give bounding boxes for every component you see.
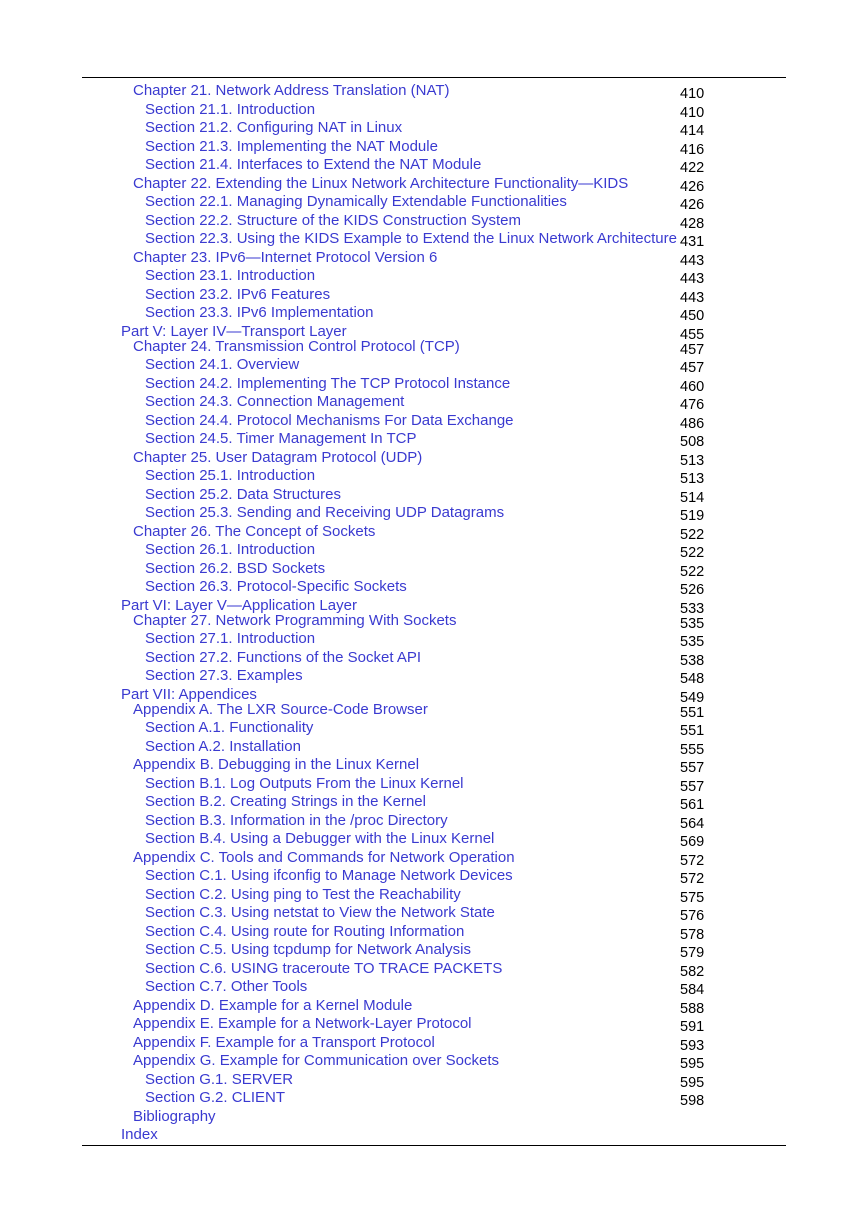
toc-row (0, 467, 868, 486)
toc-page-number: 576 (680, 908, 705, 924)
toc-page-number: 428 (680, 215, 705, 232)
toc-page-number: 569 (680, 834, 705, 850)
toc-row (0, 1015, 868, 1034)
toc-section-link[interactable]: Section B.4. Using a Debugger with the Linux Kernel (145, 830, 495, 847)
toc-row (0, 393, 868, 412)
toc-row (0, 304, 868, 323)
toc-page-number: 422 (680, 160, 705, 176)
toc-row (0, 356, 868, 375)
toc-part-link[interactable]: Part V: Layer IV—Transport Layer (121, 322, 347, 340)
toc-page-number: 588 (680, 1000, 705, 1017)
toc-page-number: 455 (680, 326, 705, 343)
toc-section-link[interactable]: Section 22.2. Structure of the KIDS Construction System (145, 211, 522, 229)
toc-row (0, 630, 868, 649)
toc-page-number: 593 (680, 1037, 705, 1054)
toc-page-number: 457 (680, 360, 705, 376)
toc-row (0, 230, 868, 249)
toc-page-number: 486 (680, 415, 705, 432)
toc-row (0, 138, 868, 157)
toc-page-number: 548 (680, 671, 705, 687)
toc-part-link[interactable]: Index (121, 1126, 158, 1143)
toc-chapter-link[interactable]: Appendix C. Tools and Commands for Network Operation (133, 848, 515, 866)
toc-page-number: 431 (680, 234, 705, 250)
toc-chapter-link[interactable]: Appendix G. Example for Communication over Sockets (133, 1052, 499, 1069)
toc-row (0, 886, 868, 905)
toc-section-link[interactable]: Section 24.3. Connection Management (145, 393, 405, 410)
toc-row (0, 649, 868, 668)
toc-section-link[interactable]: Section 26.3. Protocol-Specific Sockets (145, 578, 407, 595)
toc-section-link[interactable]: Section 26.2. BSD Sockets (145, 559, 326, 577)
toc-page-number: 522 (680, 526, 705, 543)
toc-page-number: 416 (680, 141, 705, 158)
toc-section-link[interactable]: Section 25.1. Introduction (145, 467, 316, 484)
toc-row (0, 701, 868, 720)
toc-part-link[interactable]: Part VII: Appendices (121, 685, 257, 703)
toc-chapter-link[interactable]: Appendix A. The LXR Source-Code Browser (133, 700, 428, 718)
top-rule (82, 77, 786, 78)
toc-page-number: 443 (680, 271, 705, 287)
toc-page-number: 584 (680, 982, 705, 998)
toc-section-link[interactable]: Section A.1. Functionality (145, 719, 314, 736)
toc-row (0, 119, 868, 138)
toc-row (0, 82, 868, 101)
toc-page-number: 522 (680, 563, 705, 580)
toc-page-number: 572 (680, 852, 705, 869)
toc-section-link[interactable]: Section 27.2. Functions of the Socket API (145, 648, 421, 666)
toc-section-link[interactable]: Section 24.5. Timer Management In TCP (145, 430, 417, 447)
toc-page-number: 561 (680, 797, 705, 813)
toc-section-link[interactable]: Section 24.4. Protocol Mechanisms For Data Exchange (145, 411, 514, 429)
toc-page-number: 595 (680, 1056, 705, 1072)
toc-row (0, 756, 868, 775)
toc-page-number: 564 (680, 815, 705, 832)
toc-row (0, 719, 868, 738)
toc-row (0, 449, 868, 468)
toc-section-link[interactable]: Section 27.3. Examples (145, 667, 303, 684)
toc-row (0, 904, 868, 923)
toc-page-number: 450 (680, 308, 705, 324)
toc-page-number: 535 (680, 634, 705, 650)
toc-section-link[interactable]: Section 21.4. Interfaces to Extend the NAT Module (145, 156, 482, 173)
toc-row (0, 1089, 868, 1108)
toc-section-link[interactable]: Section B.3. Information in the /proc Directory (145, 811, 448, 829)
toc-page-number: 557 (680, 760, 705, 776)
toc-page-number: 443 (680, 252, 705, 269)
toc-page-number: 533 (680, 600, 705, 617)
toc-section-link[interactable]: Section 25.2. Data Structures (145, 485, 341, 503)
toc-page-number: 575 (680, 889, 705, 906)
toc-section-link[interactable]: Section A.2. Installation (145, 737, 301, 755)
toc-row (0, 1108, 868, 1127)
toc-chapter-link[interactable]: Chapter 24. Transmission Control Protocol (TCP) (133, 337, 460, 355)
toc-section-link[interactable]: Section 24.2. Implementing The TCP Protocol Instance (145, 374, 511, 392)
toc-page-number: 578 (680, 926, 705, 943)
toc-page-number: 551 (680, 704, 705, 721)
toc-row (0, 578, 868, 597)
toc-chapter-link[interactable]: Appendix D. Example for a Kernel Module (133, 996, 413, 1014)
toc-page-number: 414 (680, 123, 705, 139)
toc-page-number: 549 (680, 689, 705, 706)
toc-row (0, 486, 868, 505)
toc-row (0, 1034, 868, 1053)
toc-row (0, 1071, 868, 1090)
toc-section-link[interactable]: Section B.2. Creating Strings in the Kernel (145, 793, 426, 810)
toc-row (0, 775, 868, 794)
toc-row (0, 412, 868, 431)
toc-section-link[interactable]: Section G.1. SERVER (145, 1070, 294, 1088)
toc-section-link[interactable]: Section C.6. USING traceroute TO TRACE PACKETS (145, 959, 503, 977)
toc-page-number: 519 (680, 508, 705, 524)
toc-section-link[interactable]: Section 21.2. Configuring NAT in Linux (145, 119, 403, 136)
toc-row (0, 1052, 868, 1071)
toc-row (0, 212, 868, 231)
toc-page-number: 410 (680, 86, 705, 102)
toc-chapter-link[interactable]: Chapter 21. Network Address Translation (NAT) (133, 82, 450, 99)
toc-section-link[interactable]: Section 27.1. Introduction (145, 630, 316, 647)
toc-section-link[interactable]: Section 21.1. Introduction (145, 100, 316, 118)
toc-row (0, 338, 868, 357)
toc-section-link[interactable]: Section 26.1. Introduction (145, 541, 316, 558)
toc-row (0, 193, 868, 212)
toc-row (0, 156, 868, 175)
toc-row (0, 1126, 868, 1145)
toc-page-number: 595 (680, 1074, 705, 1091)
toc-page-number: 426 (680, 178, 705, 195)
toc-page-number: 582 (680, 963, 705, 980)
toc-row (0, 978, 868, 997)
toc-chapter-link[interactable]: Appendix F. Example for a Transport Protocol (133, 1033, 435, 1051)
toc-row (0, 249, 868, 268)
toc-page-number: 591 (680, 1019, 705, 1035)
toc-row (0, 941, 868, 960)
toc-part-link[interactable]: Part VI: Layer V—Application Layer (121, 596, 357, 614)
toc-row (0, 286, 868, 305)
toc-chapter-link[interactable]: Appendix E. Example for a Network-Layer Protocol (133, 1015, 472, 1032)
toc-chapter-link[interactable]: Bibliography (133, 1107, 216, 1125)
toc-section-link[interactable]: Section 23.1. Introduction (145, 267, 316, 284)
toc-section-link[interactable]: Section 22.3. Using the KIDS Example to Extend the Linux Network Architecture (145, 230, 677, 247)
toc-page-number: 598 (680, 1093, 705, 1109)
toc-section-link[interactable]: Section 21.3. Implementing the NAT Module (145, 137, 438, 155)
toc-row (0, 960, 868, 979)
toc-page-number: 572 (680, 871, 705, 887)
toc-page-number: 426 (680, 197, 705, 213)
toc-row (0, 541, 868, 560)
toc-page-number: 443 (680, 289, 705, 306)
toc-row (0, 612, 868, 631)
toc-chapter-link[interactable]: Appendix B. Debugging in the Linux Kernel (133, 756, 420, 773)
toc-row (0, 830, 868, 849)
toc-chapter-link[interactable]: Chapter 25. User Datagram Protocol (UDP) (133, 448, 423, 466)
toc-row (0, 523, 868, 542)
toc-row (0, 596, 868, 617)
toc-section-link[interactable]: Section C.4. Using route for Routing Information (145, 922, 465, 940)
toc-page-number: 476 (680, 397, 705, 413)
toc-section-link[interactable]: Section C.5. Using tcpdump for Network Analysis (145, 941, 471, 958)
toc-page-number: 508 (680, 434, 705, 450)
toc-section-link[interactable]: Section 23.3. IPv6 Implementation (145, 304, 374, 321)
bottom-rule (82, 1145, 786, 1146)
toc-page-number: 457 (680, 341, 705, 358)
toc-page-number: 551 (680, 723, 705, 739)
toc-section-link[interactable]: Section C.3. Using netstat to View the Network State (145, 904, 495, 921)
toc-section-link[interactable]: Section 25.3. Sending and Receiving UDP Datagrams (145, 504, 505, 521)
toc-page-number: 514 (680, 489, 705, 506)
toc-page-number: 579 (680, 945, 705, 961)
toc-chapter-link[interactable]: Chapter 26. The Concept of Sockets (133, 522, 376, 540)
toc-section-link[interactable]: Section 24.1. Overview (145, 356, 300, 373)
toc-page-number: 538 (680, 652, 705, 669)
table-of-contents (0, 82, 868, 1145)
toc-page-number: 535 (680, 615, 705, 632)
toc-row (0, 322, 868, 343)
toc-page-number: 460 (680, 378, 705, 395)
toc-row (0, 175, 868, 194)
toc-page-number: 522 (680, 545, 705, 561)
toc-section-link[interactable]: Section 22.1. Managing Dynamically Extendable Functionalities (145, 193, 567, 210)
toc-row (0, 267, 868, 286)
toc-row (0, 867, 868, 886)
toc-page-number: 526 (680, 582, 705, 598)
toc-section-link[interactable]: Section 23.2. IPv6 Features (145, 285, 331, 303)
toc-row (0, 849, 868, 868)
toc-page-number: 513 (680, 452, 705, 469)
toc-row (0, 375, 868, 394)
toc-section-link[interactable]: Section C.1. Using ifconfig to Manage Network Devices (145, 867, 513, 884)
toc-chapter-link[interactable]: Chapter 27. Network Programming With Sockets (133, 611, 457, 629)
toc-row (0, 793, 868, 812)
toc-row (0, 812, 868, 831)
toc-section-link[interactable]: Section B.1. Log Outputs From the Linux Kernel (145, 774, 464, 792)
toc-page-number: 555 (680, 741, 705, 758)
toc-section-link[interactable]: Section G.2. CLIENT (145, 1089, 286, 1106)
toc-row (0, 560, 868, 579)
toc-section-link[interactable]: Section C.2. Using ping to Test the Reachability (145, 885, 461, 903)
toc-row (0, 685, 868, 706)
toc-row (0, 997, 868, 1016)
toc-page-number: 410 (680, 104, 705, 121)
toc-chapter-link[interactable]: Chapter 22. Extending the Linux Network Architecture Functionality—KIDS (133, 174, 629, 192)
toc-row (0, 738, 868, 757)
toc-row (0, 430, 868, 449)
toc-page-number: 513 (680, 471, 705, 487)
toc-row (0, 101, 868, 120)
toc-section-link[interactable]: Section C.7. Other Tools (145, 978, 308, 995)
toc-row (0, 923, 868, 942)
toc-row (0, 667, 868, 686)
toc-page-number: 557 (680, 778, 705, 795)
toc-chapter-link[interactable]: Chapter 23. IPv6—Internet Protocol Version 6 (133, 248, 438, 266)
toc-row (0, 504, 868, 523)
